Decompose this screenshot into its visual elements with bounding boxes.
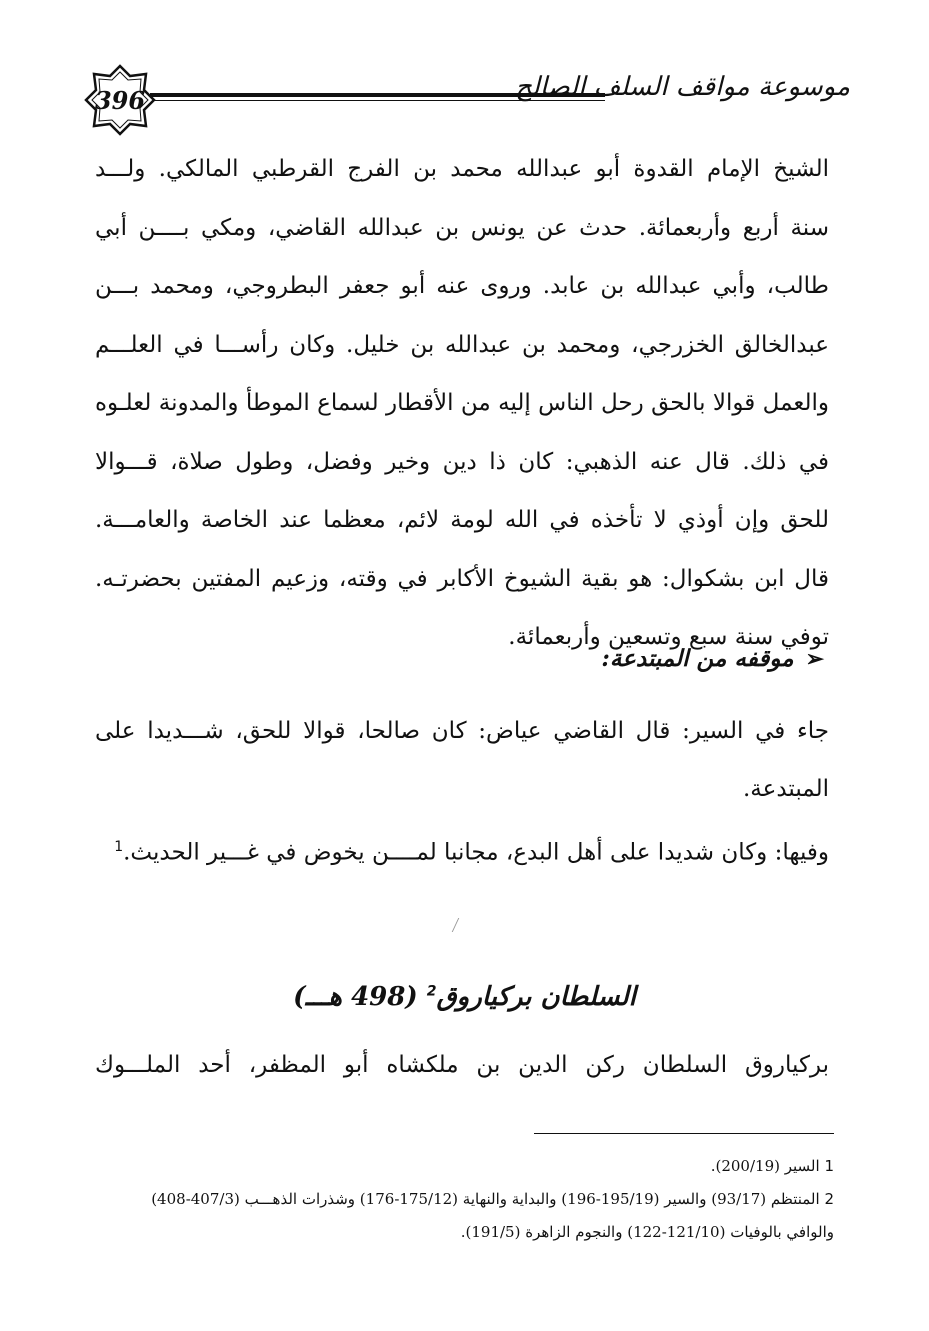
quote-paragraph — [95, 818, 829, 882]
subheading-label: موقفه من المبتدعة: — [601, 645, 794, 672]
paragraph-text: جاء في السير: قال القاضي عياض: كان صالحا، قوالا للحق، شـــديدا على المبتدعة. — [95, 718, 829, 802]
footnote-number: 1 — [824, 1157, 834, 1175]
header-rule — [150, 93, 605, 101]
text-line: توفي سنة سبع وتسعين وأربعمائة. — [508, 624, 829, 650]
subheading — [601, 645, 824, 672]
section-paragraph — [95, 1036, 829, 1094]
footnote-item — [95, 1183, 834, 1216]
footnote-text: السير (200/19). — [710, 1157, 820, 1175]
footnote-item — [95, 1150, 834, 1183]
text-line: الشيخ الإمام القدوة أبو عبدالله محمد بن الفرج القرطبي المالكي. ولـــد — [95, 156, 829, 182]
footnote-text: والوافي بالوفيات (121/10-122) والنجوم الزاهرة (191/5). — [460, 1223, 834, 1241]
text-line: سنة أربع وأربعمائة. حدث عن يونس بن عبدالله القاضي، ومكي بــــن أبي — [95, 214, 829, 241]
text-line: والعمل قوالا بالحق رحل الناس إليه من الأقطار لسماع الموطأ والمدونة لعلـوه — [95, 390, 829, 416]
footnote-item — [95, 1216, 834, 1249]
text-line: قال ابن بشكوال: هو بقية الشيوخ الأكابر في وقته، وزعيم المفتين بحضرتـه. — [95, 565, 829, 592]
text-line: طالب، وأبي عبدالله بن عابد. وروى عنه أبو جعفر البطروجي، ومحمد بـــن — [95, 273, 829, 299]
footnote-separator — [534, 1133, 834, 1134]
footnote-text: المنتظم (93/17) والسير (195/19-196) والبداية والنهاية (175/12-176) وشذرات الذهـــب (407/3-408) — [151, 1190, 820, 1208]
footnote-reference[interactable]: 1 — [114, 839, 124, 855]
arrow-bullet-icon: ➢ — [805, 645, 824, 672]
footnotes — [95, 1150, 834, 1249]
biography-paragraph — [95, 140, 829, 667]
section-date: (498 هـــ) — [293, 982, 418, 1012]
text-line: عبدالخالق الخزرجي، ومحمد بن عبدالله بن خليل. وكان رأســـا في العلـــم — [95, 331, 829, 358]
page-header — [80, 60, 850, 140]
section-heading — [0, 982, 929, 1012]
stray-mark — [452, 918, 468, 932]
quote-paragraph — [95, 702, 829, 818]
page-number-badge — [80, 60, 160, 140]
section-title-text: السلطان بركياروق — [436, 982, 636, 1012]
footnote-number: 2 — [824, 1190, 834, 1208]
footnote-reference[interactable]: 2 — [426, 983, 437, 1000]
book-title: موسوعة مواقف السلف الصالح — [515, 72, 850, 102]
paragraph-text: بركياروق السلطان ركن الدين بن ملكشاه أبو المظفر، أحد الملـــوك — [95, 1052, 829, 1078]
paragraph-text: وفيها: وكان شديدا على أهل البدع، مجانبا لمــــن يخوض في غـــير الحديث. — [123, 839, 829, 866]
text-line: في ذلك. قال عنه الذهبي: كان ذا دين وخير وفضل، وطول صلاة، قـــوالا — [95, 448, 829, 475]
text-line: للحق وإن أوذي لا تأخذه في الله لومة لائم، معظما عند الخاصة والعامـــة. — [95, 507, 829, 533]
page-number: 396 — [94, 85, 146, 115]
